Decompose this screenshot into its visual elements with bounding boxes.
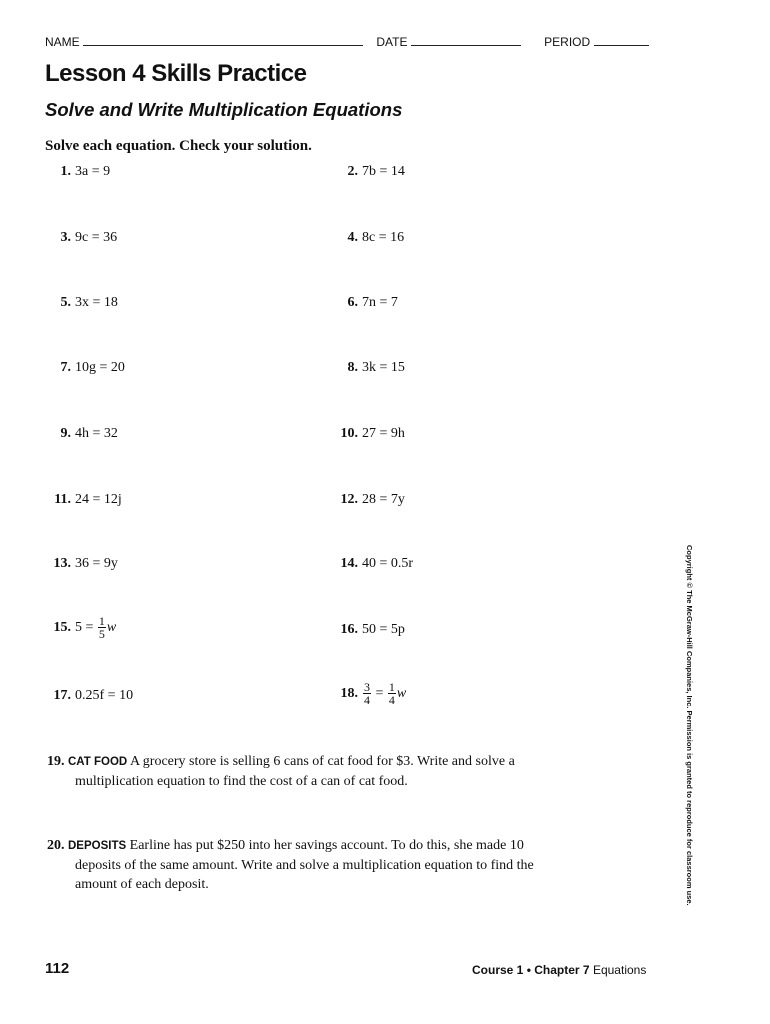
problem-9 — [43, 426, 118, 442]
name-label: NAME — [45, 35, 80, 49]
equation-left: 50 — [362, 622, 376, 637]
equals-sign: = — [88, 230, 104, 245]
problem-10 — [330, 426, 405, 442]
equals-sign: = — [89, 492, 104, 507]
footer-bullet: • — [526, 963, 531, 977]
equation-variable: w — [396, 685, 407, 701]
equation-right: 9h — [390, 426, 405, 441]
problem-number: 15. — [53, 619, 71, 635]
footer-course: Course 1 — [472, 963, 524, 977]
fraction-denominator: 5 — [98, 627, 105, 641]
word-problem-19 — [47, 752, 647, 791]
problem-number: 19. — [47, 754, 65, 769]
equals-sign: = — [82, 619, 97, 635]
fraction — [98, 615, 106, 640]
word-problem-20 — [47, 836, 667, 894]
equation-right: 9y — [103, 556, 118, 571]
date-label: DATE — [376, 35, 408, 49]
equation-left: 9c — [75, 230, 89, 245]
period-field[interactable] — [594, 34, 649, 46]
equation-left: 40 — [362, 556, 376, 571]
equals-sign: = — [376, 360, 391, 375]
equation-right: 15 — [390, 360, 405, 375]
problem-number: 6. — [347, 295, 358, 310]
equation — [75, 295, 118, 310]
problem-tag: CAT FOOD — [68, 756, 128, 768]
equation-right: 10 — [119, 688, 134, 703]
equation-left: 4h — [75, 426, 89, 441]
equation — [75, 614, 117, 641]
page-number: 112 — [45, 960, 70, 977]
problem-number: 10. — [340, 426, 358, 441]
student-info-line — [45, 34, 649, 49]
equation-variable: w — [106, 619, 117, 635]
problem-3 — [43, 230, 117, 246]
instructions: Solve each equation. Check your solution. — [45, 138, 312, 154]
equation — [75, 492, 122, 507]
equation — [75, 426, 118, 441]
name-field[interactable] — [83, 34, 363, 46]
equation — [362, 360, 405, 375]
equation-left: 0.25f — [75, 688, 105, 703]
problem-number: 3. — [60, 230, 71, 245]
equation-left: 3a — [75, 164, 89, 179]
equation-right: 5p — [390, 622, 405, 637]
problem-number: 1. — [60, 164, 71, 179]
equation — [75, 556, 118, 571]
problem-number: 12. — [340, 492, 358, 507]
problem-11 — [43, 492, 122, 508]
problem-tag: DEPOSITS — [68, 840, 127, 852]
equals-sign: = — [89, 426, 104, 441]
equation-left: 24 — [75, 492, 89, 507]
fraction — [363, 681, 371, 706]
fraction-numerator: 3 — [364, 680, 370, 694]
equation — [75, 688, 133, 703]
problem-number: 7. — [60, 360, 71, 375]
equation — [75, 360, 125, 375]
equation-right: 18 — [103, 295, 118, 310]
problem-12 — [330, 492, 405, 508]
equals-sign: = — [89, 295, 104, 310]
equation-right: 32 — [103, 426, 118, 441]
problem-text: Earline has put $250 into her savings account. To do this, she made 10 — [129, 838, 524, 853]
equation — [362, 426, 405, 441]
period-label: PERIOD — [544, 35, 591, 49]
equation-right: 14 — [390, 164, 405, 179]
equals-sign: = — [89, 556, 104, 571]
fraction-denominator: 4 — [364, 693, 370, 707]
equation — [362, 492, 405, 507]
equation-right: 20 — [110, 360, 125, 375]
problem-16 — [330, 622, 405, 638]
equation-left: 5 — [75, 619, 82, 635]
equation — [362, 164, 405, 179]
problem-number: 13. — [53, 556, 71, 571]
problem-text: amount of each deposit. — [75, 877, 209, 892]
lesson-title: Lesson 4 Skills Practice — [45, 60, 307, 87]
equals-sign: = — [96, 360, 111, 375]
problem-6 — [330, 295, 398, 311]
fraction-denominator: 4 — [388, 693, 395, 707]
equation-left: 36 — [75, 556, 89, 571]
lesson-subtitle: Solve and Write Multiplication Equations — [45, 99, 403, 120]
problem-1 — [43, 164, 110, 180]
equals-sign: = — [376, 426, 391, 441]
problem-text: A grocery store is selling 6 cans of cat food for $3. Write and solve a — [129, 754, 515, 769]
equals-sign: = — [376, 622, 391, 637]
problem-number: 8. — [347, 360, 358, 375]
problem-number: 18. — [340, 685, 358, 701]
problem-17 — [43, 688, 133, 704]
problem-number: 17. — [53, 688, 71, 703]
problem-7 — [43, 360, 125, 376]
equation — [362, 230, 404, 245]
problem-15 — [43, 615, 116, 640]
footer-topic: Equations — [592, 963, 647, 977]
equation-right: 7 — [390, 295, 398, 310]
equation-right: 0.5r — [390, 556, 414, 571]
problem-number: 16. — [340, 622, 358, 637]
date-field[interactable] — [411, 34, 521, 46]
footer-course-info — [472, 963, 646, 977]
equation-right: 9 — [103, 164, 111, 179]
problem-number: 11. — [54, 492, 71, 507]
problem-text: multiplication equation to find the cost of a can of cat food. — [75, 774, 408, 789]
equation-left: 3x — [75, 295, 89, 310]
problem-5 — [43, 295, 118, 311]
equation-right: 16 — [390, 230, 405, 245]
equation — [362, 622, 405, 637]
footer-chapter: Chapter 7 — [534, 963, 590, 977]
equation-left: 10g — [75, 360, 96, 375]
problem-2 — [330, 164, 405, 180]
equation-left: 8c — [362, 230, 376, 245]
equation-left: 28 — [362, 492, 376, 507]
equation-right: 36 — [103, 230, 118, 245]
equals-sign: = — [376, 492, 391, 507]
problem-4 — [330, 230, 404, 246]
problem-8 — [330, 360, 405, 376]
equation — [362, 295, 398, 310]
copyright-notice: Copyright © The McGraw-Hill Companies, Inc. Permission is granted to reproduce for classroom use. — [685, 545, 694, 906]
equation — [362, 556, 413, 571]
fraction — [388, 681, 396, 706]
fraction-numerator: 1 — [388, 680, 395, 694]
equals-sign: = — [104, 688, 120, 703]
equation — [362, 680, 407, 707]
equation-left: 3k — [362, 360, 376, 375]
equals-sign: = — [375, 230, 391, 245]
equation — [75, 164, 110, 179]
equals-sign: = — [376, 164, 391, 179]
problem-18 — [330, 681, 406, 706]
equation-left: 7b — [362, 164, 376, 179]
equals-sign: = — [372, 685, 387, 701]
equals-sign: = — [88, 164, 104, 179]
problem-number: 5. — [60, 295, 71, 310]
problem-number: 20. — [47, 838, 65, 853]
problem-14 — [330, 556, 413, 572]
problem-number: 2. — [347, 164, 358, 179]
fraction-numerator: 1 — [98, 614, 105, 628]
problem-number: 14. — [340, 556, 358, 571]
problem-number: 9. — [60, 426, 71, 441]
problem-13 — [43, 556, 118, 572]
equation — [75, 230, 117, 245]
equation-left: 7n — [362, 295, 376, 310]
equation-right: 12j — [103, 492, 122, 507]
problem-number: 4. — [347, 230, 358, 245]
equation-right: 7y — [390, 492, 405, 507]
equals-sign: = — [376, 556, 391, 571]
problem-text: deposits of the same amount. Write and solve a multiplication equation to find the — [75, 858, 534, 873]
equation-left: 27 — [362, 426, 376, 441]
equals-sign: = — [376, 295, 391, 310]
